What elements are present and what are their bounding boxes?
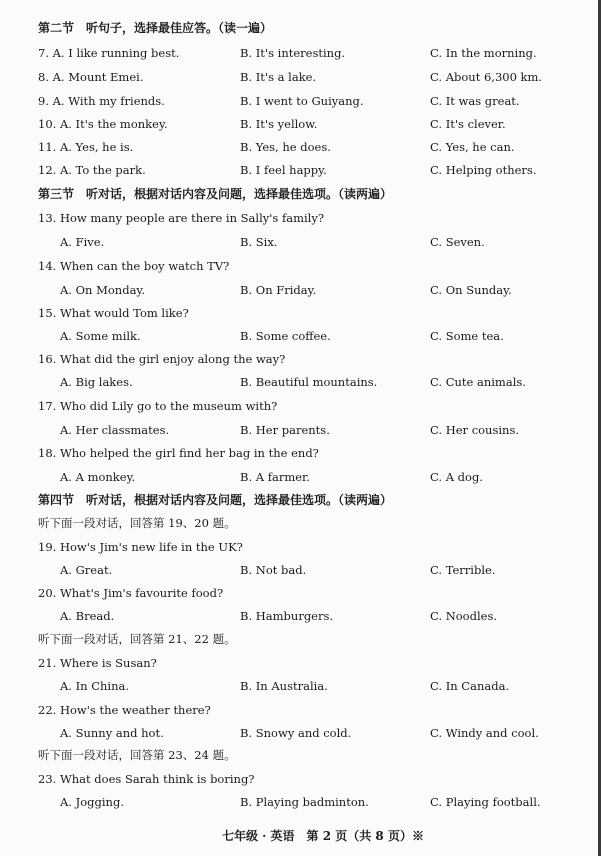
question-14-stem bbox=[0, 255, 601, 277]
instruction-text: 听下面一段对话，回答第 21、22 题。 bbox=[38, 632, 236, 646]
option-a: 12. A. To the park. bbox=[38, 163, 146, 177]
question-11 bbox=[0, 136, 601, 158]
question-13-stem bbox=[0, 207, 601, 229]
question-text: 22. How's the weather there? bbox=[38, 703, 211, 717]
option-c: C. About 6,300 km. bbox=[430, 70, 543, 84]
dialogue-1-instruction bbox=[0, 512, 601, 534]
question-21-options bbox=[0, 675, 601, 697]
option-b: B. Hamburgers. bbox=[240, 609, 334, 623]
option-a: A. Five. bbox=[60, 235, 105, 249]
option-a: A. Some milk. bbox=[60, 329, 141, 343]
option-b: B. Beautiful mountains. bbox=[240, 375, 378, 389]
question-text: 13. How many people are there in Sally's family? bbox=[38, 211, 324, 225]
option-a: A. Bread. bbox=[60, 609, 115, 623]
option-c: C. A dog. bbox=[430, 470, 483, 484]
option-c: C. Terrible. bbox=[430, 563, 496, 577]
question-text: 21. Where is Susan? bbox=[38, 656, 157, 670]
option-b: B. Yes, he does. bbox=[240, 140, 331, 154]
footer-text: 七年级 · 英语 第 2 页（共 8 页）※ bbox=[222, 829, 424, 843]
question-12 bbox=[0, 159, 601, 181]
option-b: B. I went to Guiyang. bbox=[240, 94, 364, 108]
question-10 bbox=[0, 113, 601, 135]
option-c: C. In the morning. bbox=[430, 46, 537, 60]
question-16-stem bbox=[0, 348, 601, 370]
option-a: 11. A. Yes, he is. bbox=[38, 140, 134, 154]
section-title: 第三节 听对话，根据对话内容及问题，选择最佳选项。（读两遍） bbox=[38, 187, 393, 201]
question-23-stem bbox=[0, 768, 601, 790]
dialogue-3-instruction bbox=[0, 744, 601, 766]
section-3-heading bbox=[0, 183, 601, 205]
option-b: B. It's interesting. bbox=[240, 46, 346, 60]
option-c: C. Her cousins. bbox=[430, 423, 520, 437]
option-c: C. Cute animals. bbox=[430, 375, 526, 389]
option-b: B. In Australia. bbox=[240, 679, 328, 693]
question-18-stem bbox=[0, 442, 601, 464]
option-b: B. A farmer. bbox=[240, 470, 310, 484]
question-7 bbox=[0, 42, 601, 64]
option-a: A. Her classmates. bbox=[60, 423, 170, 437]
question-15-stem bbox=[0, 302, 601, 324]
question-text: 15. What would Tom like? bbox=[38, 306, 189, 320]
question-text: 16. What did the girl enjoy along the way? bbox=[38, 352, 286, 366]
question-17-stem bbox=[0, 395, 601, 417]
option-c: C. Yes, he can. bbox=[430, 140, 515, 154]
option-c: C. Playing football. bbox=[430, 795, 541, 809]
question-text: 19. How's Jim's new life in the UK? bbox=[38, 540, 243, 554]
question-19-stem bbox=[0, 536, 601, 558]
option-a: A. Big lakes. bbox=[60, 375, 133, 389]
option-a: 7. A. I like running best. bbox=[38, 46, 180, 60]
section-title: 第四节 听对话，根据对话内容及问题，选择最佳选项。（读两遍） bbox=[38, 493, 393, 507]
option-a: A. Jogging. bbox=[60, 795, 124, 809]
question-13-options bbox=[0, 231, 601, 253]
option-b: B. Snowy and cold. bbox=[240, 726, 352, 740]
question-text: 23. What does Sarah think is boring? bbox=[38, 772, 255, 786]
question-17-options bbox=[0, 419, 601, 441]
option-b: B. Playing badminton. bbox=[240, 795, 369, 809]
option-c: C. It was great. bbox=[430, 94, 520, 108]
option-a: A. Sunny and hot. bbox=[60, 726, 164, 740]
option-b: B. Some coffee. bbox=[240, 329, 331, 343]
option-c: C. Seven. bbox=[430, 235, 485, 249]
option-c: C. It's clever. bbox=[430, 117, 506, 131]
section-4-heading bbox=[0, 489, 601, 511]
question-16-options bbox=[0, 371, 601, 393]
option-a: A. On Monday. bbox=[60, 283, 146, 297]
question-text: 18. Who helped the girl find her bag in the end? bbox=[38, 446, 319, 460]
option-b: B. It's yellow. bbox=[240, 117, 318, 131]
option-a: A. A monkey. bbox=[60, 470, 136, 484]
page-footer bbox=[0, 825, 601, 847]
question-text: 14. When can the boy watch TV? bbox=[38, 259, 230, 273]
question-20-stem bbox=[0, 582, 601, 604]
option-a: 10. A. It's the monkey. bbox=[38, 117, 168, 131]
question-18-options bbox=[0, 466, 601, 488]
question-15-options bbox=[0, 325, 601, 347]
option-b: B. Six. bbox=[240, 235, 278, 249]
option-c: C. In Canada. bbox=[430, 679, 510, 693]
section-2-heading bbox=[0, 17, 601, 39]
question-19-options bbox=[0, 559, 601, 581]
instruction-text: 听下面一段对话，回答第 19、20 题。 bbox=[38, 516, 236, 530]
option-c: C. Windy and cool. bbox=[430, 726, 539, 740]
question-14-options bbox=[0, 279, 601, 301]
option-c: C. Noodles. bbox=[430, 609, 498, 623]
option-b: B. I feel happy. bbox=[240, 163, 327, 177]
option-b: B. Her parents. bbox=[240, 423, 330, 437]
option-a: 9. A. With my friends. bbox=[38, 94, 165, 108]
option-a: A. In China. bbox=[60, 679, 130, 693]
option-c: C. On Sunday. bbox=[430, 283, 512, 297]
question-8 bbox=[0, 66, 601, 88]
option-b: B. On Friday. bbox=[240, 283, 317, 297]
option-a: 8. A. Mount Emei. bbox=[38, 70, 144, 84]
question-21-stem bbox=[0, 652, 601, 674]
question-9 bbox=[0, 90, 601, 112]
option-c: C. Helping others. bbox=[430, 163, 537, 177]
option-b: B. It's a lake. bbox=[240, 70, 317, 84]
question-22-stem bbox=[0, 699, 601, 721]
dialogue-2-instruction bbox=[0, 628, 601, 650]
option-c: C. Some tea. bbox=[430, 329, 504, 343]
question-20-options bbox=[0, 605, 601, 627]
instruction-text: 听下面一段对话，回答第 23、24 题。 bbox=[38, 748, 236, 762]
question-text: 20. What's Jim's favourite food? bbox=[38, 586, 224, 600]
option-b: B. Not bad. bbox=[240, 563, 307, 577]
question-22-options bbox=[0, 722, 601, 744]
option-a: A. Great. bbox=[60, 563, 113, 577]
section-title: 第二节 听句子，选择最佳应答。（读一遍） bbox=[38, 21, 273, 35]
question-23-options bbox=[0, 791, 601, 813]
question-text: 17. Who did Lily go to the museum with? bbox=[38, 399, 278, 413]
